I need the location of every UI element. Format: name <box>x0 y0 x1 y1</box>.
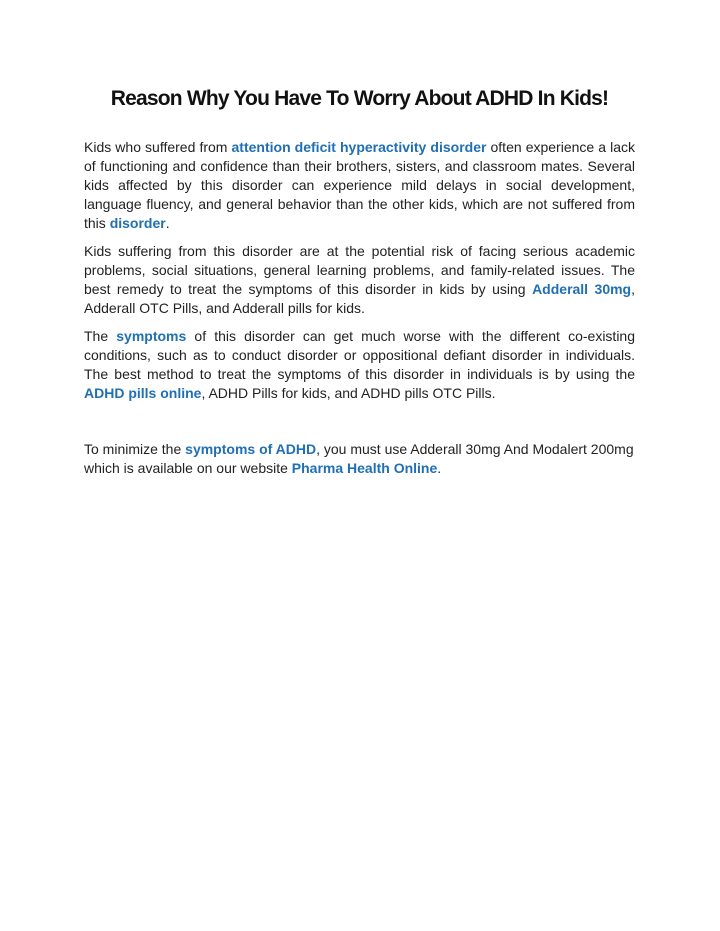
link-symptoms-of-adhd[interactable]: symptoms of ADHD <box>185 441 317 457</box>
paragraph-risks <box>84 242 635 318</box>
link-disorder[interactable]: disorder <box>109 215 166 231</box>
document-title: Reason Why You Have To Worry About ADHD In Kids! <box>110 87 609 110</box>
link-symptoms[interactable]: symptoms <box>116 328 187 344</box>
paragraph-text: The <box>84 328 117 344</box>
paragraph-text: , ADHD Pills for kids, and ADHD pills OTC Pills. <box>201 385 496 401</box>
paragraph-text: To minimize the <box>84 441 186 457</box>
paragraph-text: . <box>437 460 442 476</box>
paragraph-text: , you must use Adderall 30mg And Modalert 200mg which is available on our website <box>84 441 634 476</box>
paragraph-intro <box>84 138 635 233</box>
link-attention-deficit-hyperactivity-disorder[interactable]: attention deficit hyperactivity disorder <box>231 139 487 155</box>
paragraph-text: . <box>165 215 170 231</box>
paragraph-symptoms <box>84 327 635 403</box>
paragraph-text: Kids suffering from this disorder are at the potential risk of facing serious academic problems, social situations, general learning problems, and family-related issues. The best remedy to treat the symptoms of this disorder in kids by using <box>84 243 635 297</box>
paragraph-closing <box>84 440 635 478</box>
paragraph-text: , Adderall OTC Pills, and Adderall pills for kids. <box>84 281 635 316</box>
link-pharma-health-online[interactable]: Pharma Health Online <box>291 460 438 476</box>
paragraph-text: often experience a lack of functioning and confidence than their brothers, sisters, and classroom mates. Several kids affected by this disorder can experience mild delays in social development, language fluency, and general behavior than the other kids, which are not suffered from this <box>84 139 636 231</box>
link-adderall-30mg[interactable]: Adderall 30mg <box>532 281 632 297</box>
link-adhd-pills-online[interactable]: ADHD pills online <box>84 385 202 401</box>
paragraph-text: of this disorder can get much worse with the different co-existing conditions, such as to conduct disorder or oppositional defiant disorder in individuals. The best method to treat the symptoms of this disorder in individuals is by using the <box>84 328 635 382</box>
paragraph-text: Kids who suffered from <box>84 139 232 155</box>
